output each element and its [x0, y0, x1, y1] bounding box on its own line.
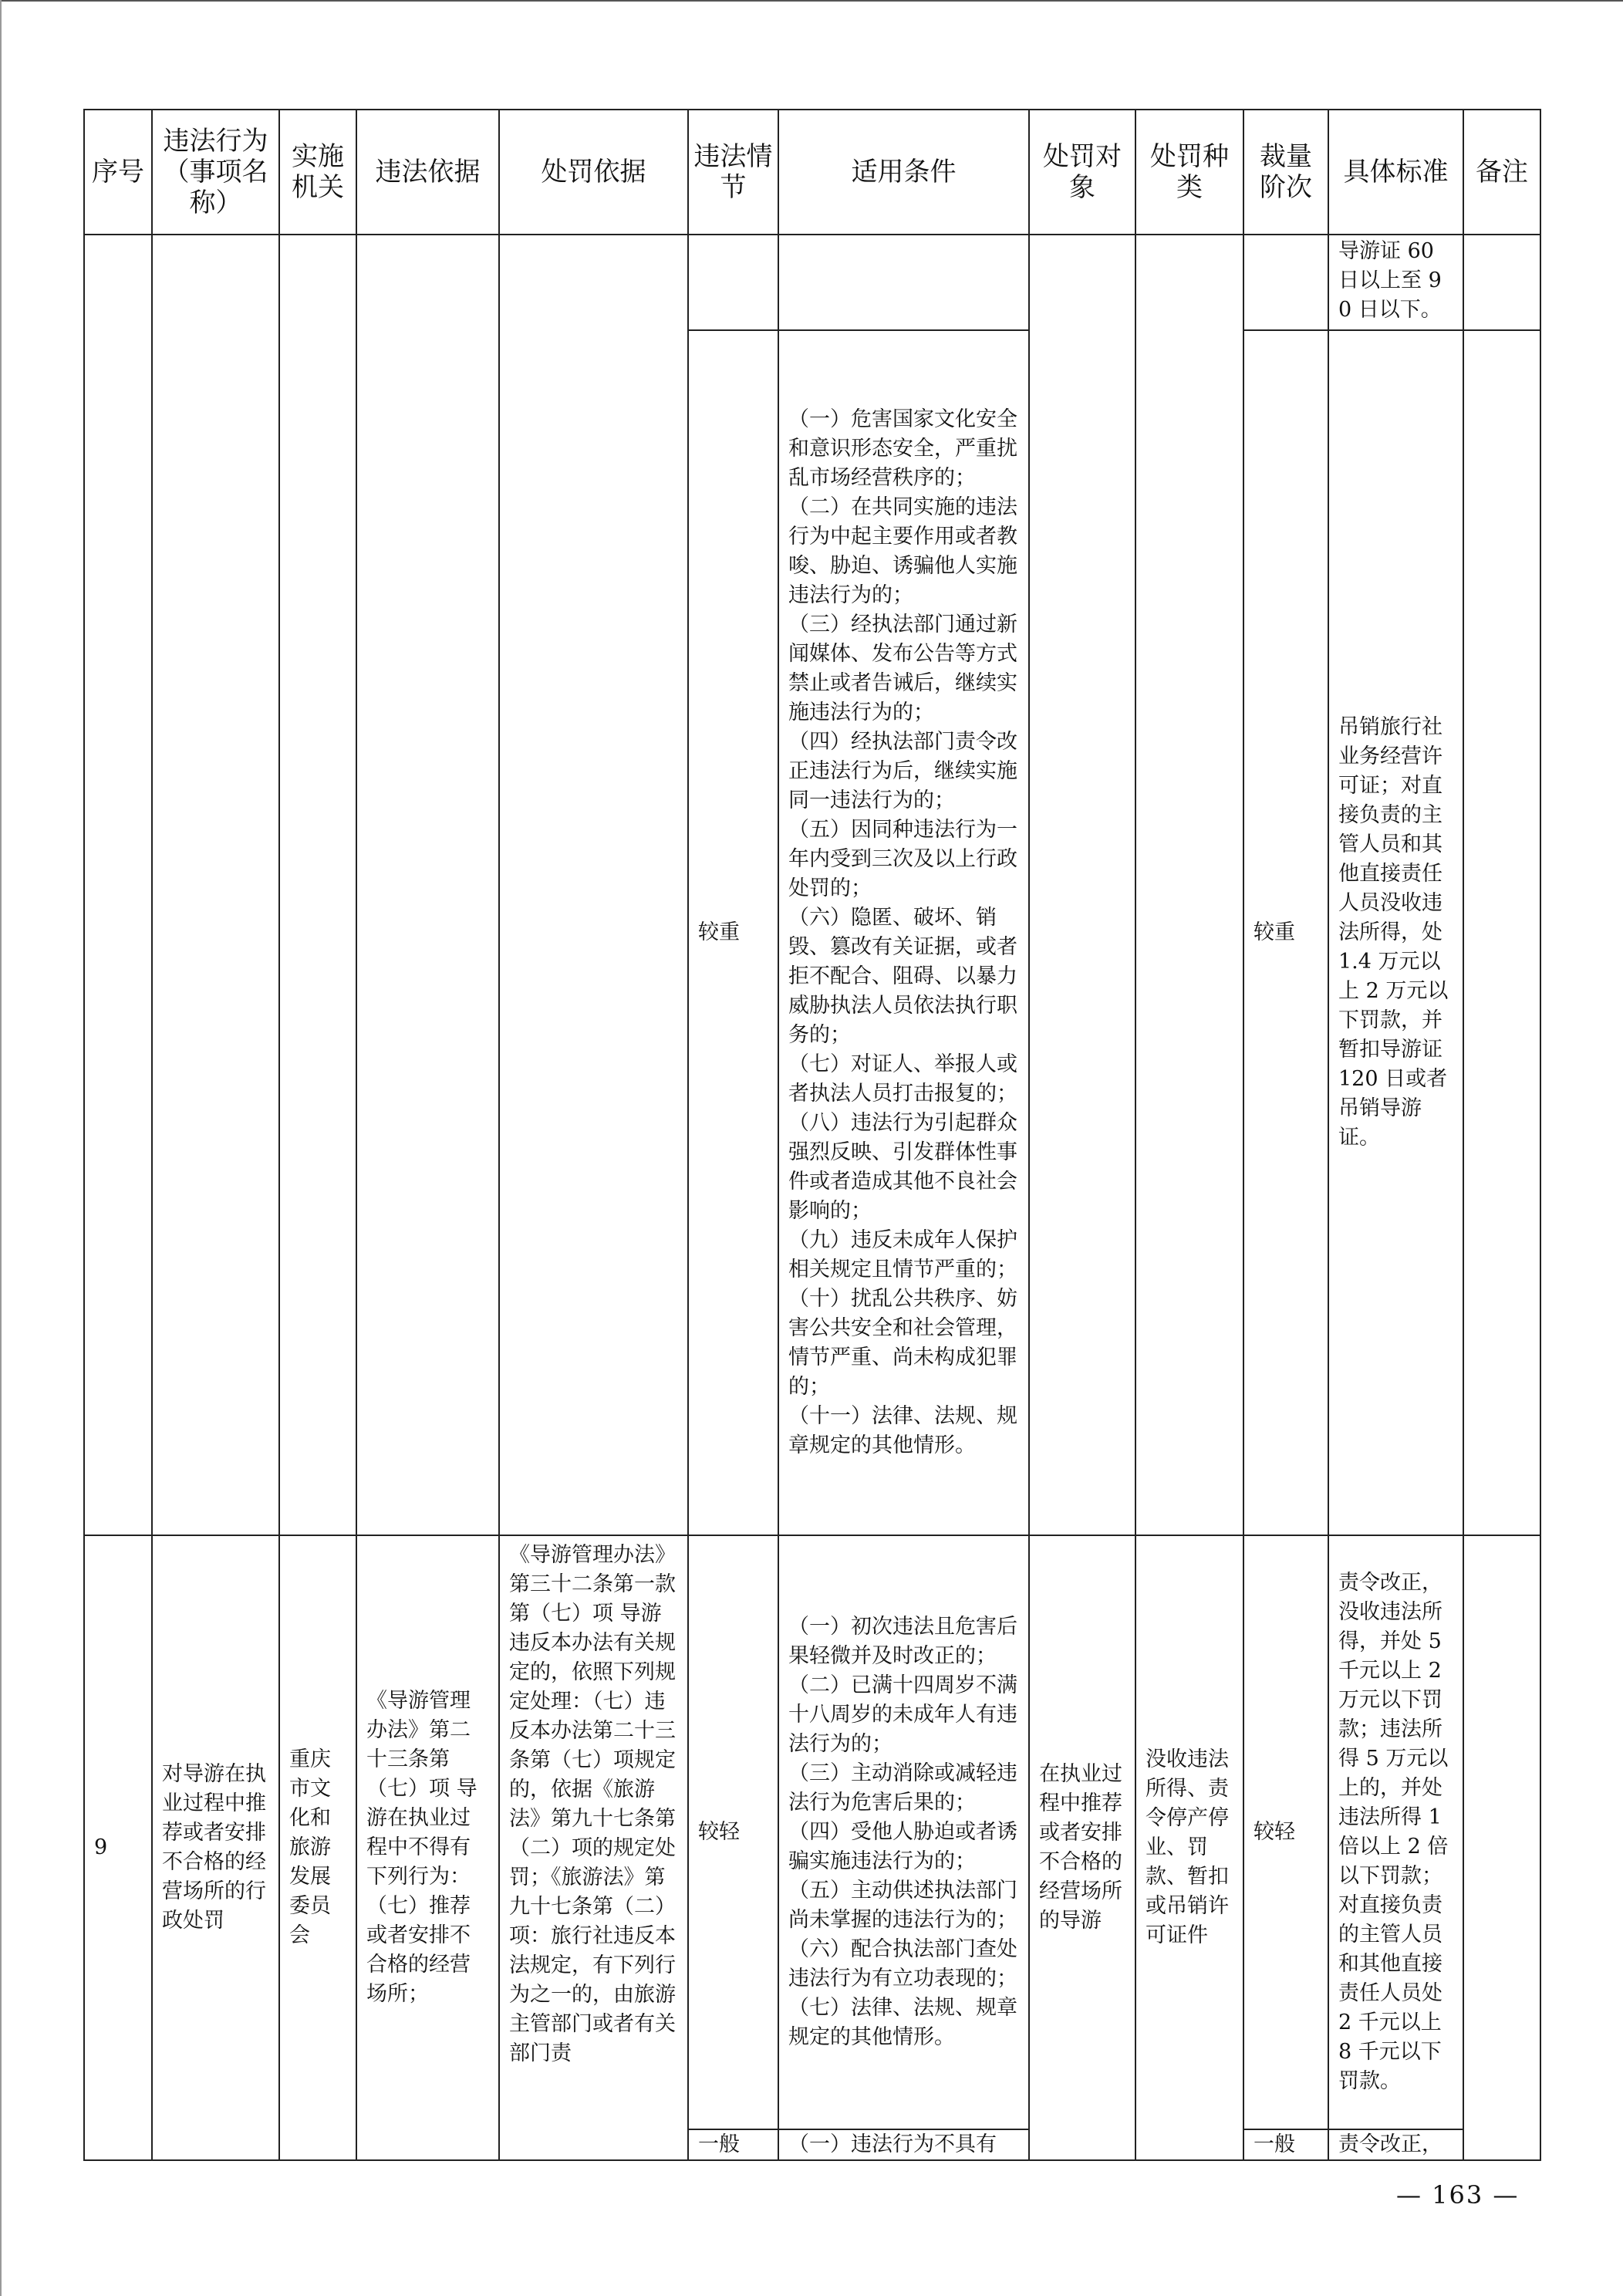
condition-item: （十一）法律、法规、规章规定的其他情形。 — [788, 1404, 1017, 1457]
level-cell: 较重 — [1243, 330, 1328, 1535]
penalty-basis-cell: 《导游管理办法》第三十二条第一款第（七）项 导游违反本办法有关规定的，依照下列规定处理：（七）违反本办法第二十三条第（七）项规定的，依据《旅游法》第九十七条第（二）项的规定处罚；《旅游法》第九十七条第（二）项：旅行社违反本法规定，有下列行为之一的，由旅游主管部门或者有关部门责 — [499, 1535, 688, 2160]
header-cell: 实施机关 — [279, 110, 356, 235]
header-row — [84, 110, 1540, 235]
condition-item: （七）法律、法规、规章规定的其他情形。 — [788, 1996, 1017, 2049]
header-cell: 违法依据 — [356, 110, 499, 235]
header-cell: 裁量阶次 — [1243, 110, 1328, 235]
page-left-border — [0, 0, 2, 2296]
condition-item: （七）对证人、举报人或者执法人员打击报复的； — [788, 1052, 1017, 1106]
condition-item: （三）经执法部门通过新闻媒体、发布公告等方式禁止或者告诫后，继续实施违法行为的； — [788, 613, 1017, 724]
condition-item: （一）初次违法且危害后果轻微并及时改正的； — [788, 1615, 1017, 1668]
condition-item: （二）已满十四周岁不满十八周岁的未成年人有违法行为的； — [788, 1673, 1017, 1756]
condition-item: （一）危害国家文化安全和意识形态安全，严重扰乱市场经营秩序的； — [788, 407, 1017, 490]
standard-cell: 吊销旅行社业务经营许可证；对直接负责的主管人员和其他直接责任人员没收违法所得，处 1.4 万元以上 2 万元以下罚款，并暂扣导游证 120 日或者吊销导游证。 — [1328, 330, 1463, 1535]
header-cell: 备注 — [1463, 110, 1540, 235]
conditions-cell — [778, 1535, 1029, 2129]
conditions-cell — [778, 330, 1029, 1535]
plot-cell: 较重 — [688, 330, 778, 1535]
condition-item: （五）主动供述执法部门尚未掌握的违法行为的； — [788, 1879, 1017, 1932]
level-cell: 一般 — [1243, 2129, 1328, 2160]
item-name-cell: 对导游在执业过程中推荐或者安排不合格的经营场所的行政处罚 — [152, 1535, 279, 2160]
header-cell: 违法行为（事项名称） — [152, 110, 279, 235]
header-cell: 具体标准 — [1328, 110, 1463, 235]
header-cell: 序号 — [84, 110, 152, 235]
standard-cell: 导游证 60 日以上至 90 日以下。 — [1328, 235, 1463, 330]
plot-cell: 较轻 — [688, 1535, 778, 2129]
table-row — [84, 1535, 1540, 2129]
condition-item: （四）受他人胁迫或者诱骗实施违法行为的； — [788, 1820, 1017, 1873]
violation-basis-cell: 《导游管理办法》第二十三条第（七）项 导游在执业过程中不得有下列行为：（七）推荐或者安排不合格的经营场所； — [356, 1535, 499, 2160]
penalty-discretion-table — [83, 109, 1541, 2161]
condition-item: （九）违反未成年人保护相关规定且情节严重的； — [788, 1228, 1017, 1281]
standard-cell: 责令改正，没收违法所得，并处 5 千元以上 2 万元以下罚款；违法所得 5 万元以上的，并处违法所得 1 倍以上 2 倍以下罚款；对直接负责的主管人员和其他直接责任人员处 2 千元以上 8 千元以下罚款。 — [1328, 1535, 1463, 2129]
level-cell: 较轻 — [1243, 1535, 1328, 2129]
condition-item: （五）因同种违法行为一年内受到三次及以上行政处罚的； — [788, 818, 1017, 900]
header-cell: 适用条件 — [778, 110, 1029, 235]
target-cell: 在执业过程中推荐或者安排不合格的经营场所的导游 — [1029, 1535, 1135, 2160]
header-cell: 处罚对象 — [1029, 110, 1135, 235]
condition-item: （十）扰乱公共秩序、妨害公共安全和社会管理，情节严重、尚未构成犯罪的； — [788, 1287, 1017, 1399]
condition-item: （四）经执法部门责令改正违法行为后，继续实施同一违法行为的； — [788, 730, 1017, 812]
agency-cell: 重庆市文化和旅游发展委员会 — [279, 1535, 356, 2160]
plot-cell: 一般 — [688, 2129, 778, 2160]
conditions-cell: （一）违法行为不具有 — [778, 2129, 1029, 2160]
row-number: 9 — [84, 1535, 152, 2160]
condition-item: （二）在共同实施的违法行为中起主要作用或者教唆、胁迫、诱骗他人实施违法行为的； — [788, 495, 1017, 607]
header-cell: 违法情节 — [688, 110, 778, 235]
penalty-type-cell: 没收违法所得、责令停产停业、罚款、暂扣或吊销许可证件 — [1135, 1535, 1243, 2160]
table-row — [84, 235, 1540, 330]
condition-item: （八）违法行为引起群众强烈反映、引发群体性事件或者造成其他不良社会影响的； — [788, 1111, 1017, 1223]
page-top-border — [0, 0, 1623, 2]
condition-item: （六）配合执法部门查处违法行为有立功表现的； — [788, 1937, 1017, 1990]
condition-item: （三）主动消除或减轻违法行为危害后果的； — [788, 1761, 1017, 1815]
page-number: — 163 — — [1396, 2180, 1520, 2210]
header-cell: 处罚种类 — [1135, 110, 1243, 235]
condition-item: （六）隐匿、破坏、销毁、篡改有关证据，或者拒不配合、阻碍、以暴力威胁执法人员依法执行职务的； — [788, 906, 1017, 1047]
header-cell: 处罚依据 — [499, 110, 688, 235]
standard-cell: 责令改正， — [1328, 2129, 1463, 2160]
